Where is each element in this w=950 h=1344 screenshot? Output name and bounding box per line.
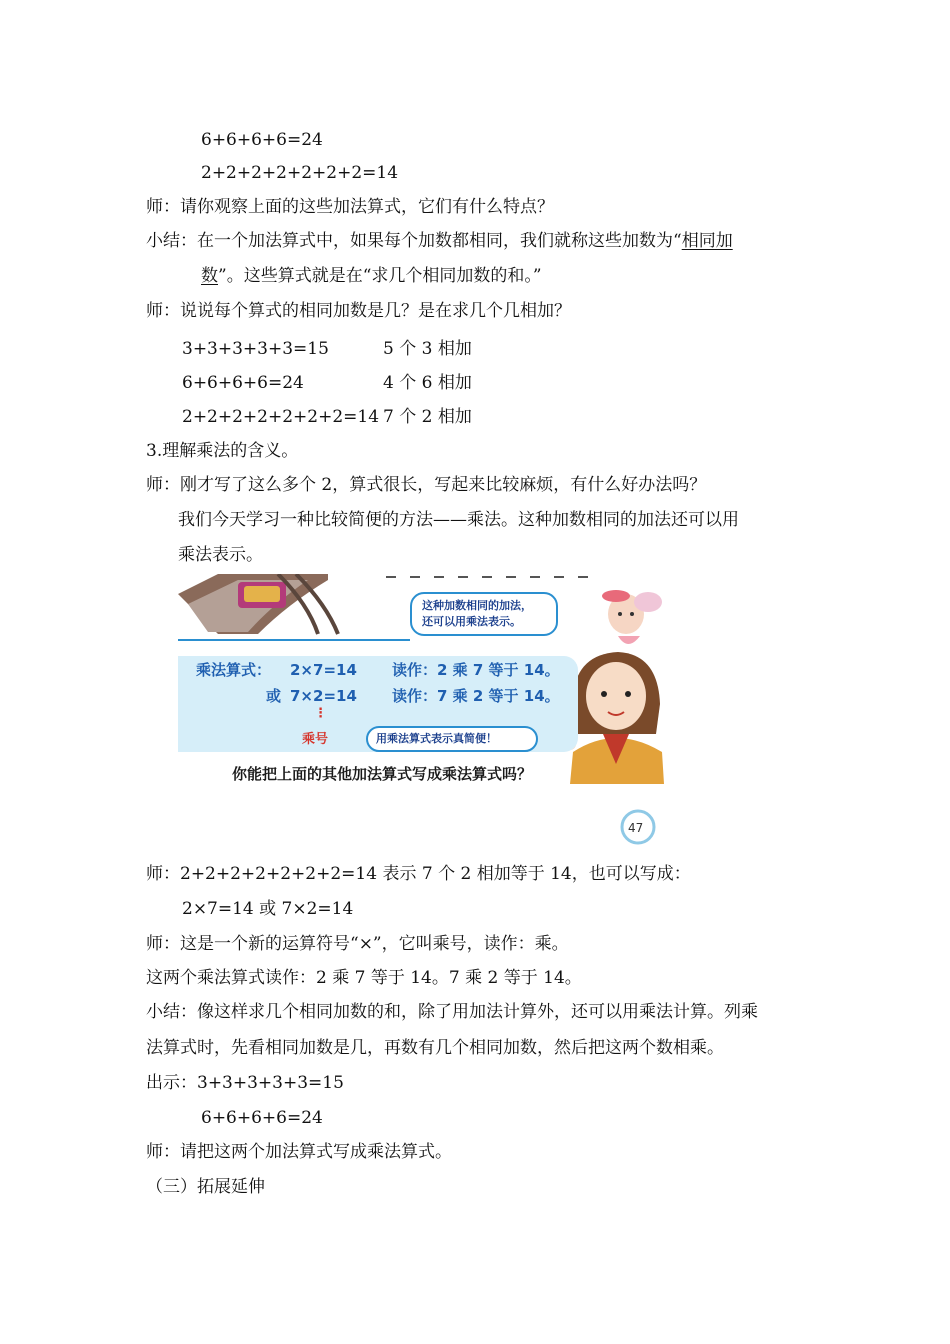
text-line: 我们今天学习一种比较简便的方法——乘法。这种加数相同的加法还可以用 (178, 510, 739, 530)
section-heading: 3.理解乘法的含义。 (146, 441, 299, 461)
equation-row (182, 371, 582, 395)
text-line: 师：请你观察上面的这些加法算式，它们有什么特点？ (146, 197, 554, 217)
equation-line: 6+6+6+6=24 (201, 1108, 323, 1128)
text-line: 师：请把这两个加法算式写成乘法算式。 (146, 1142, 452, 1162)
speech-bubble-top (410, 592, 558, 636)
summary-line (146, 229, 733, 253)
speech-bubble-bottom (366, 726, 538, 752)
rail-track-image (178, 574, 338, 634)
text-line: 师：2+2+2+2+2+2+2=14 表示 7 个 2 相加等于 14，也可以写成： (146, 864, 691, 884)
equation-meaning: 7 个 2 相加 (383, 407, 472, 427)
text-line: 师：这是一个新的运算符号“×”，它叫乘号，读作：乘。 (146, 934, 569, 954)
textbook-figure (178, 574, 664, 852)
multiplication-label: 乘法算式： (196, 661, 272, 679)
text-line: 乘法表示。 (178, 545, 263, 565)
text-line: 师：刚才写了这么多个 2，算式很长，写起来比较麻烦，有什么好办法吗？ (146, 475, 707, 495)
summary-line: 小结：像这样求几个相同加数的和，除了用加法计算外，还可以用乘法计算。列乘 (146, 1002, 758, 1022)
summary-line: 法算式时，先看相同加数是几，再数有几个相同加数，然后把这两个数相乘。 (146, 1038, 724, 1058)
underlined-term: 相同加 (681, 231, 733, 251)
reading-text: 读作：2 乘 7 等于 14。 (392, 661, 560, 679)
equation-line: 2×7=14 或 7×2=14 (182, 899, 354, 919)
text-line: 师：说说每个算式的相同加数是几？是在求几个几相加？ (146, 301, 571, 321)
angel-illustration (602, 590, 662, 644)
summary-line (201, 264, 542, 288)
figure-question: 你能把上面的其他加法算式写成乘法算式吗？ (232, 765, 533, 783)
text-line: 出示：3+3+3+3+3=15 (146, 1073, 344, 1093)
equation: 3+3+3+3+3=15 (182, 339, 329, 359)
multiplication-equation: 7×2=14 (290, 687, 357, 705)
bubble-text: 用乘法算式表示真简便！ (376, 732, 497, 745)
dotted-pointer: ⋮ (314, 706, 327, 721)
or-label: 或 (266, 687, 282, 705)
multiplication-equation: 2×7=14 (290, 661, 357, 679)
equation: 6+6+6+6=24 (182, 373, 304, 393)
summary-text: ”。这些算式就是在“求几个相同加数的和。” (218, 266, 542, 286)
sign-label: 乘号 (302, 732, 329, 747)
equation-row (182, 405, 582, 429)
equation-row (182, 337, 582, 361)
underlined-term: 数 (201, 266, 218, 286)
equation: 2+2+2+2+2+2+2=14 (182, 407, 380, 427)
reading-text: 读作：7 乘 2 等于 14。 (392, 687, 560, 705)
bubble-line: 这种加数相同的加法， (422, 599, 532, 612)
page-number: 47 (628, 821, 644, 835)
equation-line: 6+6+6+6=24 (201, 130, 323, 150)
text-line: 这两个乘法算式读作：2 乘 7 等于 14。7 乘 2 等于 14。 (146, 968, 582, 988)
equation-line: 2+2+2+2+2+2+2=14 (201, 163, 399, 183)
equation-meaning: 5 个 3 相加 (383, 339, 472, 359)
summary-text: 小结：在一个加法算式中，如果每个加数都相同，我们就称这些加数为“ (146, 231, 682, 251)
section-heading: （三）拓展延伸 (146, 1177, 265, 1197)
equation-meaning: 4 个 6 相加 (383, 373, 472, 393)
bubble-line: 还可以用乘法表示。 (422, 615, 521, 628)
